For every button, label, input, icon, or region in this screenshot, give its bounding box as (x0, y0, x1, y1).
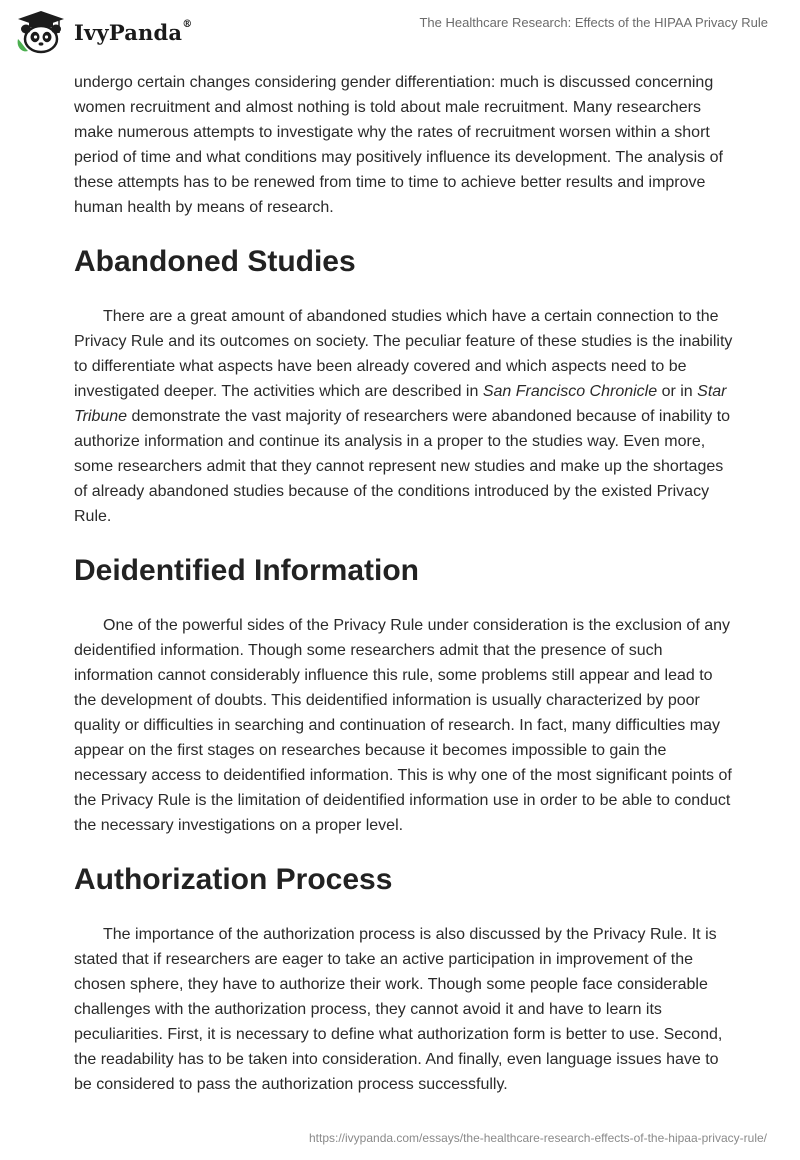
star-tribune-title: Star Tribune (74, 383, 727, 425)
logo-wordmark: IvyPanda® (74, 18, 193, 45)
abandoned-studies-paragraph: There are a great amount of abandoned studies which have a certain connection to the Privacy Rule and its outcomes on society. The peculiar feature of these studies is the inability to differentiate what aspects have been already covered and which aspects need to be investigated deeper. The activities which are described in San Francisco Chronicle or in Star Tribune demonstrate the vast majority of researchers were abandoned because of inability to authorize information and continue its analysis in a proper to the studies way. Even more, some researchers admit that they cannot represent new studies and make up the shortages of already abandoned studies because of the conditions introduced by the existed Privacy Rule. (74, 308, 733, 525)
ivypanda-logo[interactable] (14, 9, 192, 55)
page-header (0, 0, 800, 64)
document-title: The Healthcare Research: Effects of the HIPAA Privacy Rule (419, 15, 768, 30)
san-francisco-chronicle-title: San Francisco Chronicle (482, 383, 658, 400)
authorization-process-paragraph: The importance of the authorization process is also discussed by the Privacy Rule. It is stated that if researchers are eager to take an active participation in improvement of the chosen sphere, they have to authorize their work. Though some people face considerable challenges with the authorization process, they cannot avoid it and have to learn its peculiarities. First, it is necessary to define what authorization form is better to use. Second, the readability has to be taken into consideration. And finally, even language issues have to be considered to pass the authorization process successfully. (74, 926, 723, 1093)
panda-graduate-icon (14, 9, 68, 55)
section-heading-deidentified-information: Deidentified Information (74, 554, 419, 587)
essay-body (74, 70, 734, 1097)
source-url-link[interactable]: https://ivypanda.com/essays/the-healthcare-research-effects-of-the-hipaa-privacy-rule/ (309, 1131, 767, 1145)
deidentified-information-paragraph: One of the powerful sides of the Privacy Rule under consideration is the exclusion of any deidentified information. Though some researchers admit that the presence of such information cannot considerably influence this rule, some problems still appear and lead to the development of doubts. This deidentified information is usually characterized by poor quality or difficulties in searching and continuation of research. In fact, many difficulties may appear on the first stages on researches because it becomes impossible to gain the necessary access to deidentified information. This is why one of the most significant points of the Privacy Rule is the limitation of deidentified information use in order to be able to conduct the necessary investigations on a proper level. (74, 617, 732, 834)
section-heading-authorization-process: Authorization Process (74, 863, 393, 896)
section-heading-abandoned-studies: Abandoned Studies (74, 245, 356, 278)
intro-paragraph: undergo certain changes considering gender differentiation: much is discussed concerning women recruitment and almost nothing is told about male recruitment. Many researchers make numerous attempts to investigate why the rates of recruitment worsen within a short period of time and what conditions may positively influence its development. The analysis of these attempts has to be renewed from time to time to achieve better results and improve human health by means of research. (74, 74, 723, 216)
